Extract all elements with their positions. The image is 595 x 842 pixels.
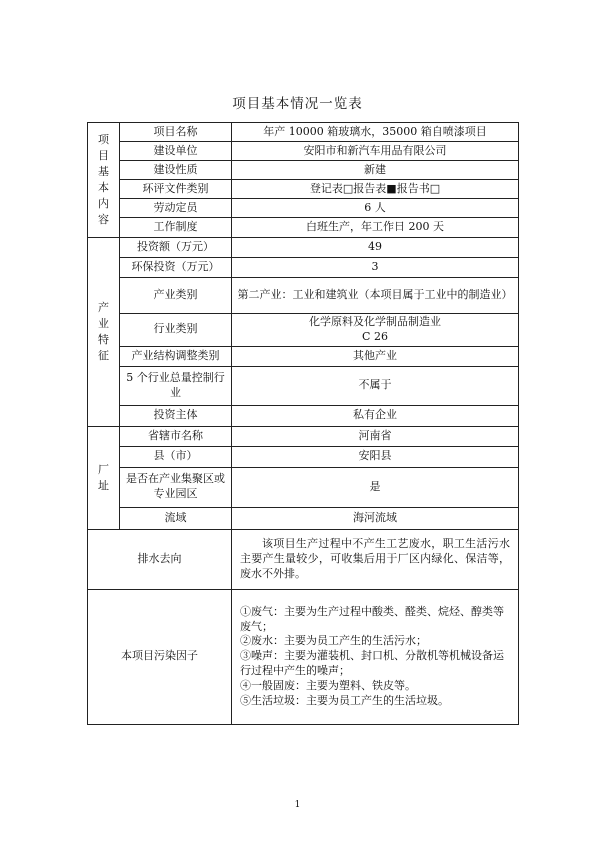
table-row bbox=[88, 314, 519, 347]
row-label: 是否在产业集聚区或专业园区 bbox=[120, 467, 232, 507]
table-row bbox=[88, 589, 519, 724]
table-row bbox=[88, 446, 519, 467]
page-title: 项目基本情况一览表 bbox=[232, 96, 363, 112]
row-value: 第二产业：工业和建筑业（本项目属于工业中的制造业） bbox=[232, 278, 519, 314]
row-label: 环保投资（万元） bbox=[120, 258, 232, 278]
project-info-table bbox=[87, 122, 519, 725]
row-label: 5 个行业总量控制行业 bbox=[120, 366, 232, 405]
drainage-label: 排水去向 bbox=[88, 529, 232, 589]
row-label: 工作制度 bbox=[120, 218, 232, 238]
table-row bbox=[88, 123, 519, 142]
pollutant-item: ③噪声：主要为灌装机、封口机、分散机等机械设备运行过程中产生的噪声； bbox=[240, 649, 504, 678]
row-label: 环评文件类别 bbox=[120, 180, 232, 199]
row-value: 安阳市和新汽车用品有限公司 bbox=[232, 142, 519, 161]
row-value: 安阳县 bbox=[232, 446, 519, 467]
table-row bbox=[88, 426, 519, 446]
pollutant-item: ④一般固废：主要为塑料、铁皮等。 bbox=[240, 678, 416, 692]
table-row bbox=[88, 346, 519, 366]
drainage-text: 该项目生产过程中不产生工艺废水，职工生活污水主要产生量较少，可收集后用于厂区内绿化、保洁等，废水不外排。 bbox=[232, 529, 519, 589]
table-row bbox=[88, 199, 519, 218]
row-label: 劳动定员 bbox=[120, 199, 232, 218]
table-row bbox=[88, 218, 519, 238]
industry-category-code: C 26 bbox=[362, 329, 388, 343]
row-label: 投资主体 bbox=[120, 405, 232, 426]
row-label: 县（市） bbox=[120, 446, 232, 467]
table-row bbox=[88, 142, 519, 161]
table-row bbox=[88, 161, 519, 180]
row-value: 49 bbox=[232, 238, 519, 258]
table-row bbox=[88, 238, 519, 258]
row-label: 投资额（万元） bbox=[120, 238, 232, 258]
table-row bbox=[88, 405, 519, 426]
row-value: 6 人 bbox=[232, 199, 519, 218]
table-row bbox=[88, 529, 519, 589]
row-label: 产业结构调整类别 bbox=[120, 346, 232, 366]
table-row bbox=[88, 258, 519, 278]
table-row bbox=[88, 278, 519, 314]
table-row bbox=[88, 366, 519, 405]
row-value: 登记表□报告表■报告书□ bbox=[232, 180, 519, 199]
row-label: 项目名称 bbox=[120, 123, 232, 142]
pollutant-item: ⑤生活垃圾：主要为员工产生的生活垃圾。 bbox=[240, 693, 449, 707]
row-value: 3 bbox=[232, 258, 519, 278]
pollutant-item: ②废水：主要为员工产生的生活污水； bbox=[240, 634, 427, 648]
row-value: 其他产业 bbox=[232, 346, 519, 366]
pollutants-label: 本项目污染因子 bbox=[88, 589, 232, 724]
row-value: 年产 10000 箱玻璃水，35000 箱自喷漆项目 bbox=[232, 123, 519, 142]
row-value: 新建 bbox=[232, 161, 519, 180]
section-label-basic: 项目基本内容 bbox=[88, 123, 120, 238]
row-label: 产业类别 bbox=[120, 278, 232, 314]
row-value: 是 bbox=[232, 467, 519, 507]
pollutants-list bbox=[232, 589, 519, 724]
row-label: 建设单位 bbox=[120, 142, 232, 161]
row-value: 海河流域 bbox=[232, 507, 519, 529]
row-label: 建设性质 bbox=[120, 161, 232, 180]
table-row bbox=[88, 467, 519, 507]
row-value: 河南省 bbox=[232, 426, 519, 446]
page-number: 1 bbox=[294, 800, 301, 810]
row-label: 流域 bbox=[120, 507, 232, 529]
row-value: 白班生产，年工作日 200 天 bbox=[232, 218, 519, 238]
pollutant-item: ①废气：主要为生产过程中酸类、醛类、烷烃、醇类等废气； bbox=[240, 604, 504, 633]
industry-category-name: 化学原料及化学制品制造业 bbox=[309, 315, 441, 328]
table-row bbox=[88, 507, 519, 529]
row-value: 私有企业 bbox=[232, 405, 519, 426]
table-row bbox=[88, 180, 519, 199]
section-label-site: 厂址 bbox=[88, 426, 120, 529]
section-label-industry: 产业特征 bbox=[88, 238, 120, 427]
row-label: 省辖市名称 bbox=[120, 426, 232, 446]
row-label: 行业类别 bbox=[120, 314, 232, 347]
row-value: 不属于 bbox=[232, 366, 519, 405]
row-value bbox=[232, 314, 519, 347]
